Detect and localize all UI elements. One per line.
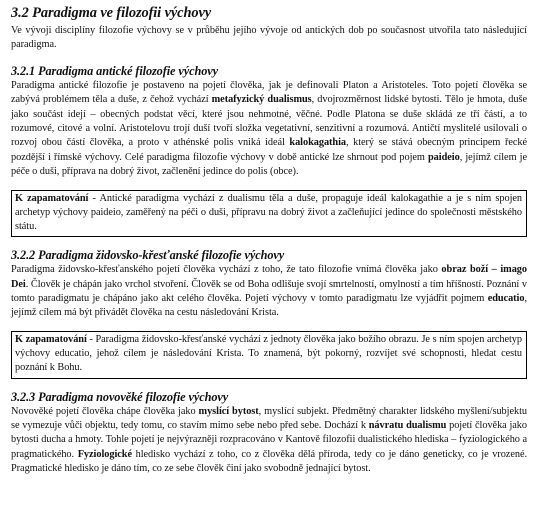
body-text: pojetí člověka jako bytosti ducha a hmoty. Tohle pojetí je nejvýrazněji rozpracováno v Kantově filozofii dualistického hlediska – fyziologického a pragmatického. bbox=[11, 419, 528, 460]
section-intro: Ve vývoji disciplíny filozofie výchovy se v průběhu jejího vývoje od antických dob po současnost utvořila tato následující paradigma. bbox=[11, 25, 527, 51]
subsection-body-judeo-christian bbox=[11, 263, 527, 321]
summary-box-judeo-christian bbox=[11, 331, 527, 379]
body-text: Paradigma antické filozofie je postaveno na pojetí člověka, jak je definovali Platon a Aristoteles. Toto pojetí člověka se zabývá problémem těla a duše, z čehož vychází bbox=[11, 79, 527, 106]
subsection-heading-antique: 3.2.1 Paradigma antické filozofie výchovy bbox=[11, 63, 218, 78]
body-term: educatio bbox=[487, 293, 525, 305]
body-term: návratu dualismu bbox=[368, 419, 447, 431]
summary-text: Antické paradigma vychází z dualismu těla a duše, propaguje ideál kalokagathie a je s ním spojen archetyp výchovy paideio, zaměřený na péči o duši, přípravu na dobrý život a začleňující jedince do společnosti městského státu. bbox=[15, 192, 522, 233]
body-text: , jejímž cílem je péče o duši, příprava na dobrý život, začlenění jedince do polis (obce). bbox=[11, 151, 527, 178]
summary-separator: - bbox=[86, 333, 96, 345]
body-text: hledisko vychází z toho, co z člověka dělá příroda, tedy co je dáno geneticky, co je vrozené. Pragmatické hledisko je dáno tím, co ze sebe člověk činí jako svobodně jednající bytost. bbox=[11, 448, 527, 475]
summary-label: K zapamatování bbox=[15, 333, 87, 345]
summary-text: Paradigma židovsko-křesťanské vychází z jednoty člověka jako božího obrazu. Je s ním spojen archetyp výchovy educatio, jehož cílem je následování Krista. To znamená, být pokorný, rozvíjet své schopnosti, hledat cestu poznání k Bohu. bbox=[15, 333, 522, 374]
body-text: , který se stává obecným principem řecké pozdější i římské výchovy. Celé paradigma filozofie výchovy v době antické lze shrnout pod pojem bbox=[11, 137, 527, 163]
body-term: obraz boží – imago Dei bbox=[11, 264, 528, 290]
subsection-heading-judeo-christian: 3.2.2 Paradigma židovsko-křesťanské filozofie výchovy bbox=[11, 248, 285, 263]
subsection-body-modern bbox=[11, 405, 527, 477]
body-text: Paradigma židovsko-křesťanského pojetí člověka vychází z toho, že tato filozofie vnímá člověka jako bbox=[11, 264, 442, 276]
summary-label: K zapamatování bbox=[15, 192, 89, 204]
body-term: paideio bbox=[428, 151, 460, 163]
body-text: Novověké pojetí člověka chápe člověka jako bbox=[11, 405, 199, 417]
summary-separator: - bbox=[88, 192, 100, 204]
subsection-body-antique bbox=[11, 79, 527, 180]
summary-box-antique bbox=[11, 190, 527, 238]
body-text: , dvojrozměrnost lidské bytosti. Tělo je hmota, duše jako součást idejí – obecných podstat věcí, které jsou nehmotné, věčné. Podle Platona se duše skládá ze tří částí, a to rozumové, citové a volní. Aristotelovu trojí duší tvoří složka vegetativní, senzitivní a rozumová. Antičtí myslitelé usilovali o rozvoj obou částí člověka, a proto v athénské polis vniká ideál bbox=[11, 94, 527, 149]
section-heading: 3.2 Paradigma ve filozofii výchovy bbox=[11, 5, 212, 21]
subsection-heading-modern: 3.2.3 Paradigma novověké filozofie výchovy bbox=[11, 389, 229, 404]
body-term: myslící bytost bbox=[198, 405, 259, 417]
body-term: kalokagathia bbox=[289, 137, 347, 149]
body-text: , jejímž cílem má být přivádět člověka na cestu následování Krista. bbox=[11, 293, 527, 319]
body-text: , myslící subjekt. Předmětný charakter lidského myšlení/subjektu se vymezuje vůči objektu, tedy tomu, co stavím mimo sebe nebo před sebe. Dochází k bbox=[11, 405, 527, 431]
body-text: . Člověk je chápán jako vrchol stvoření. Člověk se od Boha odlišuje svojí smrtelností, omylností a tím hříšností. Poznání v tomto paradigmatu je chápáno jako akt celého člověka. Pojetí výchovy v tomto paradigmatu lze vyjádřit pojmem bbox=[11, 278, 527, 305]
body-term: Fyziologické bbox=[77, 448, 132, 460]
body-term: metafyzický dualismus bbox=[211, 94, 312, 106]
